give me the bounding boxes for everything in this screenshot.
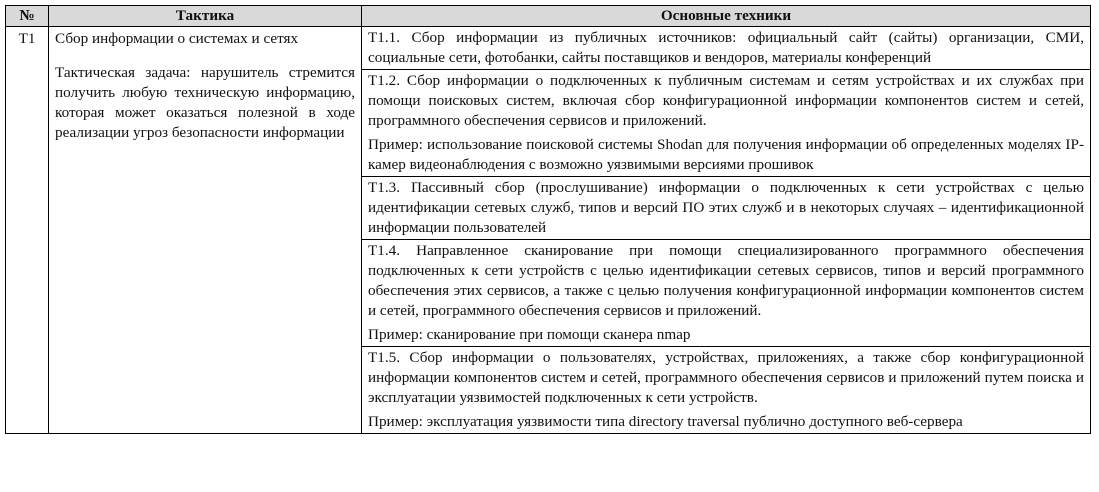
technique-text: Т1.3. Пассивный сбор (прослушивание) информации о подключенных к сети устройствах с целью идентификации сетевых служб, типов и версий ПО этих служб и в некоторых случаях – идентификационной информации пользователей — [368, 179, 1084, 236]
technique-text: Т1.1. Сбор информации из публичных источников: официальный сайт (сайты) организации, СМИ, социальные сети, фотобанки, сайты поставщиков и вендоров, материалы конференций — [368, 29, 1084, 66]
tactic-number: Т1 — [6, 27, 49, 434]
header-techniques: Основные техники — [362, 6, 1091, 27]
technique-example: Пример: использование поисковой системы Shodan для получения информации об определенных моделях IP-камер видеонаблюдения с возможно уязвимыми версиями прошивок — [368, 136, 1084, 173]
technique-item-1 — [362, 27, 1090, 69]
tactic-cell — [49, 27, 362, 434]
tactic-task: Тактическая задача: нарушитель стремится получить любую техническую информацию, которая может оказаться полезной в ходе реализации угроз безопасности информации — [55, 64, 355, 141]
technique-text: Т1.4. Направленное сканирование при помощи специализированного программного обеспечения подключенных к сети устройств с целью идентификации сетевых сервисов, типов и версий программного обеспечения этих сервисов, а также с целью получения конфигурационной информации компонентов систем и сетей, программного обеспечения сервисов и приложений. — [368, 242, 1084, 319]
tactic-name: Сбор информации о системах и сетях — [55, 30, 299, 47]
table-header — [6, 6, 1091, 27]
tactics-table — [5, 5, 1091, 434]
header-number: № — [6, 6, 49, 27]
technique-item-5 — [362, 346, 1090, 433]
technique-item-3 — [362, 176, 1090, 239]
technique-text: Т1.5. Сбор информации о пользователях, устройствах, приложениях, а также сбор конфигурационной информации компонентов систем и сетей, программного обеспечения сервисов и приложений путем поиска и эксплуатации уязвимостей подключенных к сети устройств. — [368, 349, 1084, 406]
technique-item-4 — [362, 239, 1090, 346]
technique-example: Пример: эксплуатация уязвимости типа directory traversal публично доступного веб-сервера — [368, 413, 963, 430]
techniques-cell — [362, 27, 1091, 434]
table-row — [6, 27, 1091, 434]
technique-text: Т1.2. Сбор информации о подключенных к публичным системам и сетям устройствах и их службах при помощи поисковых систем, включая сбор конфигурационной информации компонентов систем и сетей, программного обеспечения сервисов и приложений. — [368, 72, 1084, 129]
header-row — [6, 6, 1091, 27]
technique-item-2 — [362, 69, 1090, 176]
header-tactic: Тактика — [49, 6, 362, 27]
technique-example: Пример: сканирование при помощи сканера nmap — [368, 326, 691, 343]
